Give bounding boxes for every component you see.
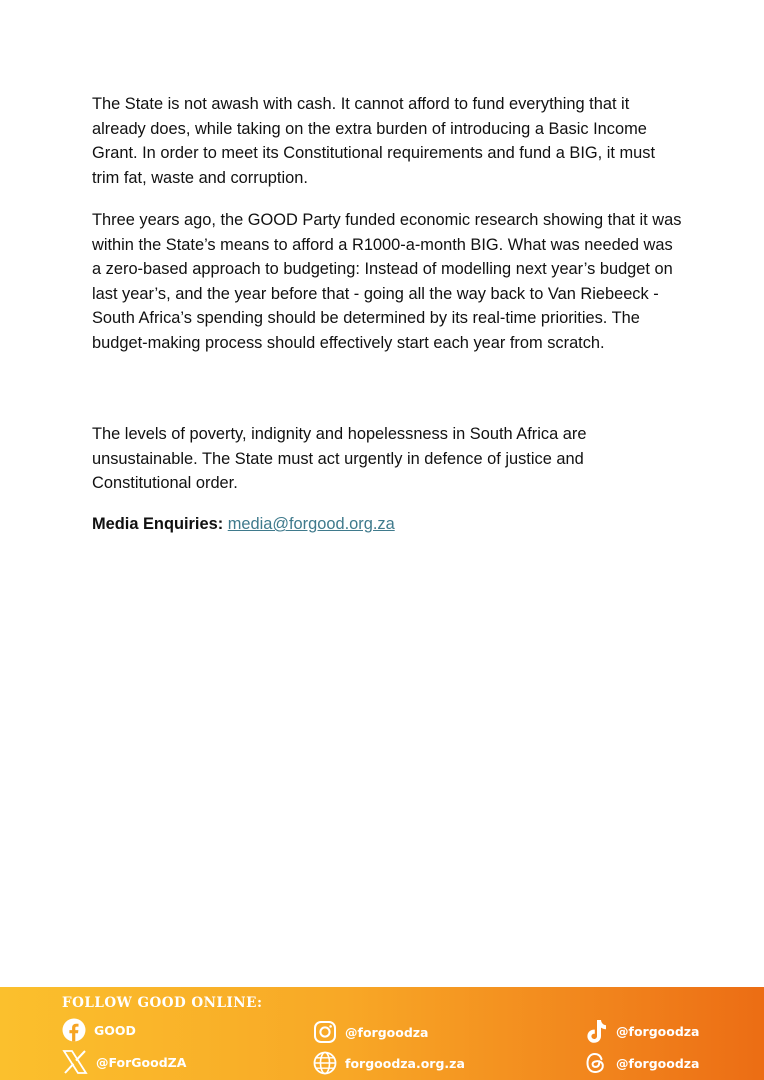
x-link[interactable] bbox=[62, 1050, 186, 1074]
threads-link[interactable] bbox=[584, 1051, 699, 1075]
paragraph-poverty bbox=[92, 422, 682, 496]
follow-title: FOLLOW GOOD ONLINE: bbox=[62, 995, 263, 1011]
tiktok-link[interactable] bbox=[584, 1018, 699, 1044]
paragraph-text: The levels of poverty, indignity and hopelessness in South Africa are unsustainable. The State must act urgently in defence of justice and Constitutional order. bbox=[92, 425, 587, 493]
facebook-link[interactable] bbox=[62, 1018, 136, 1042]
paragraph-research bbox=[92, 208, 682, 356]
facebook-icon bbox=[62, 1018, 86, 1042]
instagram-label: @forgoodza bbox=[345, 1024, 429, 1040]
tiktok-icon bbox=[584, 1018, 608, 1044]
media-email-link[interactable]: media@forgood.org.za bbox=[227, 515, 395, 533]
paragraph-state-cash bbox=[92, 92, 682, 190]
media-enquiries-label: Media Enquiries: bbox=[92, 515, 224, 533]
x-icon bbox=[62, 1050, 88, 1074]
instagram-icon bbox=[313, 1020, 337, 1044]
x-label: @ForGoodZA bbox=[96, 1054, 187, 1070]
threads-label: @forgoodza bbox=[616, 1055, 700, 1071]
website-link[interactable] bbox=[313, 1051, 465, 1075]
facebook-label: GOOD bbox=[94, 1022, 136, 1038]
website-label: forgoodza.org.za bbox=[345, 1055, 465, 1071]
threads-icon bbox=[584, 1051, 608, 1075]
globe-icon bbox=[313, 1051, 337, 1075]
paragraph-text: Three years ago, the GOOD Party funded economic research showing that it was within the State’s means to afford a R1000-a-month BIG. What was needed was a zero-based approach to budgeting: Instead of modelling next year’s budget on last year’s, and the year before that - going all the way back to Van Riebeeck - South Africa’s spending should be determined by its real-time priorities. The budget-making process should effectively start each year from scratch. bbox=[92, 211, 682, 352]
footer-banner bbox=[0, 987, 764, 1080]
paragraph-text: The State is not awash with cash. It cannot afford to fund everything that it already does, while taking on the extra burden of introducing a Basic Income Grant. In order to meet its Constitutional requirements and fund a BIG, it must trim fat, waste and corruption. bbox=[92, 95, 656, 187]
instagram-link[interactable] bbox=[313, 1020, 428, 1044]
tiktok-label: @forgoodza bbox=[616, 1023, 700, 1039]
media-enquiries bbox=[92, 512, 682, 537]
